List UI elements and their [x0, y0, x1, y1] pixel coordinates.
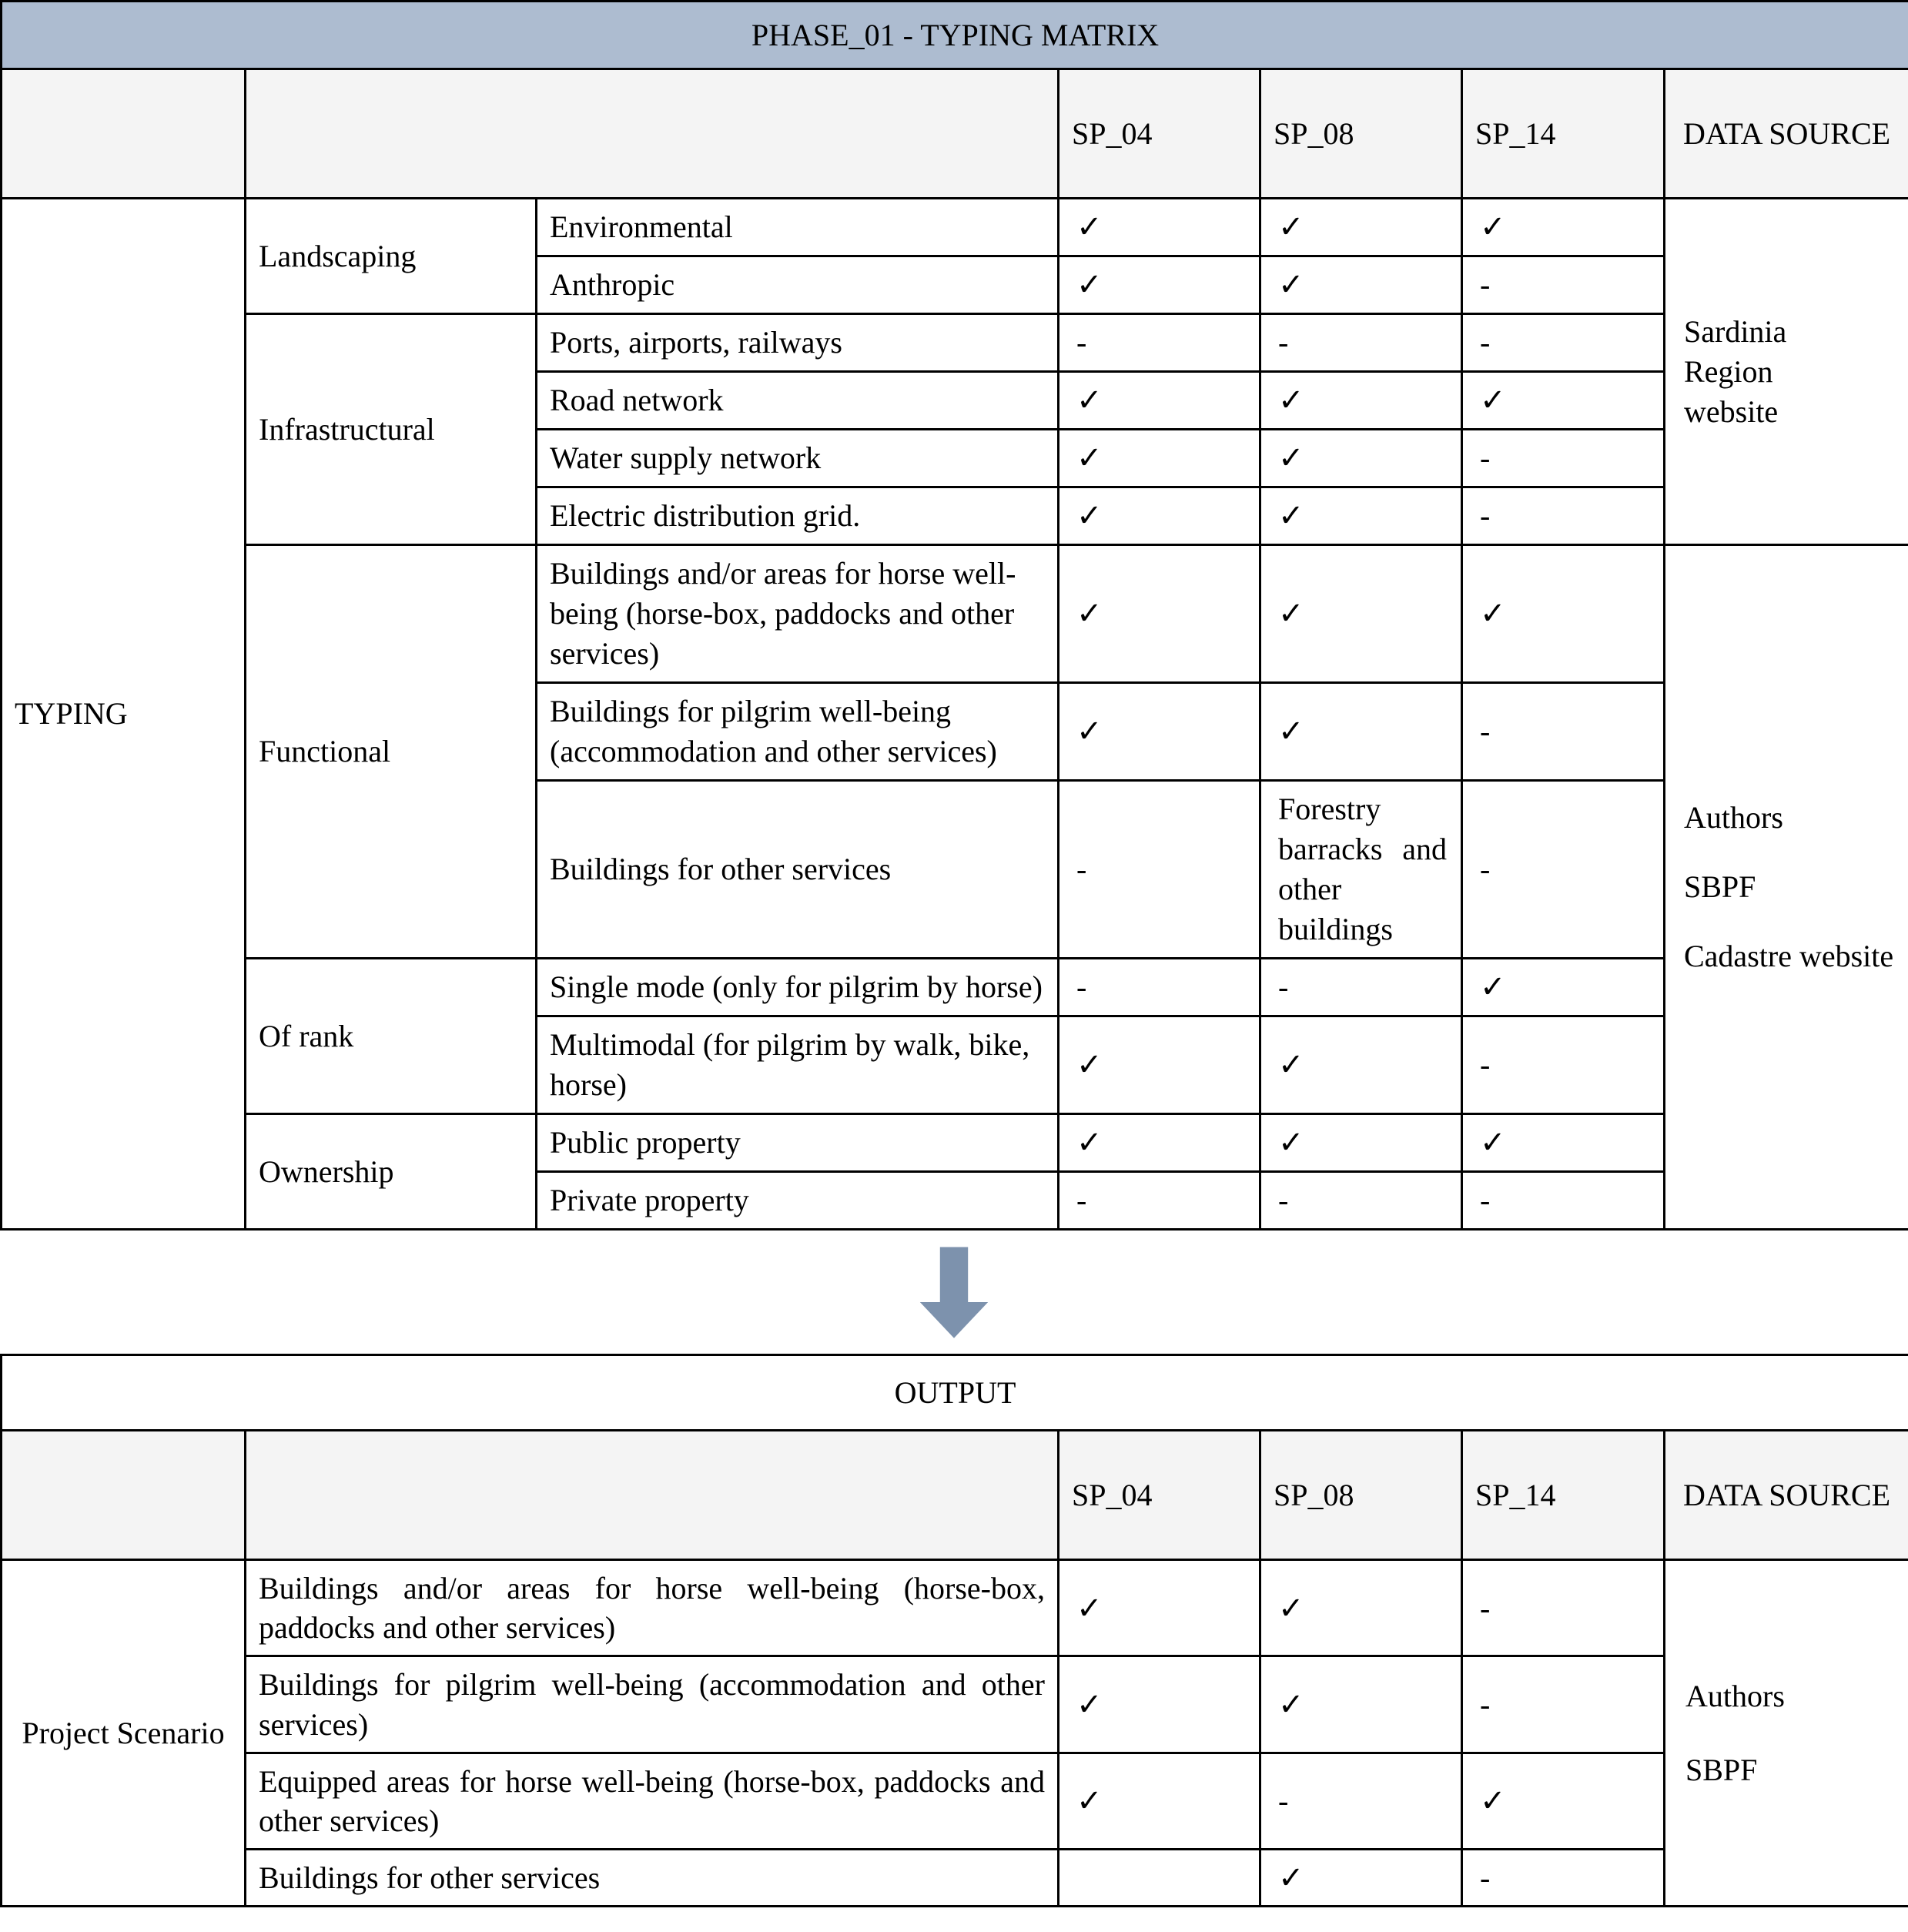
mark-sp14: ✓ [1462, 372, 1665, 430]
output-source-authors: Authors [1685, 1679, 1785, 1714]
mark-sp04: ✓ [1059, 199, 1260, 256]
mark-sp04: - [1059, 959, 1260, 1016]
table-row [2, 1114, 1908, 1172]
item-public-property: Public property [537, 1114, 1059, 1172]
item-buildings-other-services: Buildings for other services [537, 781, 1059, 959]
mark-sp04: ✓ [1059, 1114, 1260, 1172]
output-title: OUTPUT [2, 1355, 1908, 1431]
mark-sp14: ✓ [1462, 1114, 1665, 1172]
mark-sp14: - [1462, 314, 1665, 372]
output-item-buildings-horse-wellbeing: Buildings and/or areas for horse well-being (horse-box, paddocks and other services) [246, 1560, 1059, 1656]
mark-sp08: ✓ [1260, 545, 1462, 683]
output-header-sp04: SP_04 [1059, 1431, 1260, 1560]
mark-sp08: - [1260, 1172, 1462, 1230]
source-line-1: Sardinia [1684, 313, 1787, 349]
mark-sp04: - [1059, 314, 1260, 372]
mark-sp14: - [1462, 1850, 1665, 1907]
output-header-sp08: SP_08 [1260, 1431, 1462, 1560]
header-sp04: SP_04 [1059, 69, 1260, 199]
mark-sp14: - [1462, 1016, 1665, 1114]
flow-arrow-container [0, 1231, 1908, 1354]
mark-sp08: ✓ [1260, 683, 1462, 781]
table-row [2, 1656, 1908, 1753]
item-anthropic: Anthropic [537, 256, 1059, 314]
table-row [2, 545, 1908, 683]
mark-sp14: - [1462, 1560, 1665, 1656]
mark-sp08: - [1260, 314, 1462, 372]
table-row [2, 314, 1908, 372]
mark-sp08: ✓ [1260, 487, 1462, 545]
mark-sp08-forestry-barracks: Forestry barracks and other buildings [1260, 781, 1462, 959]
mark-sp14: - [1462, 1656, 1665, 1753]
mark-sp08: ✓ [1260, 1016, 1462, 1114]
source-line-authors: Authors [1684, 800, 1783, 835]
mark-sp04: - [1059, 781, 1260, 959]
output-header-blank-2 [246, 1431, 1059, 1560]
arrow-down-icon [904, 1242, 1004, 1342]
output-header-blank-1 [2, 1431, 246, 1560]
mark-sp08: ✓ [1260, 256, 1462, 314]
mark-sp04: ✓ [1059, 1016, 1260, 1114]
mark-sp08: ✓ [1260, 1114, 1462, 1172]
mark-sp08: ✓ [1260, 199, 1462, 256]
group-label-infrastructural: Infrastructural [246, 314, 537, 545]
output-source-sbpf: SBPF [1685, 1752, 1758, 1787]
header-blank-1 [2, 69, 246, 199]
data-source-authors-sbpf-cadastre [1665, 545, 1908, 1230]
output-item-buildings-pilgrim-wellbeing: Buildings for pilgrim well-being (accommodation and other services) [246, 1656, 1059, 1753]
mark-sp04: ✓ [1059, 372, 1260, 430]
table-row [2, 1753, 1908, 1849]
mark-sp08: - [1260, 959, 1462, 1016]
item-road-network: Road network [537, 372, 1059, 430]
output-header-data-source: DATA SOURCE [1665, 1431, 1908, 1560]
mark-sp14: ✓ [1462, 199, 1665, 256]
group-label-landscaping: Landscaping [246, 199, 537, 314]
mark-sp04: ✓ [1059, 430, 1260, 487]
table-row [2, 199, 1908, 256]
mark-sp08: - [1260, 1753, 1462, 1849]
source-line-2: Region [1684, 353, 1773, 389]
header-blank-2 [246, 69, 1059, 199]
mark-sp08: ✓ [1260, 372, 1462, 430]
source-line-3: website [1684, 393, 1779, 429]
item-buildings-horse-wellbeing: Buildings and/or areas for horse well-being (horse-box, paddocks and other services) [537, 545, 1059, 683]
item-multimodal: Multimodal (for pilgrim by walk, bike, horse) [537, 1016, 1059, 1114]
header-sp14: SP_14 [1462, 69, 1665, 199]
mark-sp04: ✓ [1059, 1656, 1260, 1753]
mark-sp08: ✓ [1260, 1850, 1462, 1907]
mark-sp04: ✓ [1059, 683, 1260, 781]
source-line-sbpf: SBPF [1684, 869, 1756, 904]
mark-sp14: - [1462, 781, 1665, 959]
item-ports-airports-railways: Ports, airports, railways [537, 314, 1059, 372]
mark-sp14: - [1462, 487, 1665, 545]
typing-root-label: TYPING [2, 199, 246, 1230]
output-header-sp14: SP_14 [1462, 1431, 1665, 1560]
mark-sp04: ✓ [1059, 487, 1260, 545]
item-buildings-pilgrim-wellbeing: Buildings for pilgrim well-being (accommodation and other services) [537, 683, 1059, 781]
output-item-buildings-other-services: Buildings for other services [246, 1850, 1059, 1907]
mark-sp14: - [1462, 1172, 1665, 1230]
table-row [2, 1560, 1908, 1656]
phase-title-row [2, 2, 1908, 69]
table-row [2, 1850, 1908, 1907]
output-item-equipped-areas-horse-wellbeing: Equipped areas for horse well-being (horse-box, paddocks and other services) [246, 1753, 1059, 1849]
mark-sp14: ✓ [1462, 959, 1665, 1016]
phase-title: PHASE_01 - TYPING MATRIX [2, 2, 1908, 69]
mark-sp04: ✓ [1059, 545, 1260, 683]
header-data-source: DATA SOURCE [1665, 69, 1908, 199]
item-electric-distribution-grid: Electric distribution grid. [537, 487, 1059, 545]
item-environmental: Environmental [537, 199, 1059, 256]
mark-sp14: - [1462, 256, 1665, 314]
item-water-supply-network: Water supply network [537, 430, 1059, 487]
mark-sp04: ✓ [1059, 1560, 1260, 1656]
mark-sp04: ✓ [1059, 256, 1260, 314]
table-row [2, 959, 1908, 1016]
source-line-cadastre-website: Cadastre website [1684, 939, 1894, 973]
item-private-property: Private property [537, 1172, 1059, 1230]
header-sp08: SP_08 [1260, 69, 1462, 199]
mark-sp04: - [1059, 1172, 1260, 1230]
mark-sp14: - [1462, 430, 1665, 487]
phase-column-header-row [2, 69, 1908, 199]
group-label-functional: Functional [246, 545, 537, 959]
mark-sp08: ✓ [1260, 430, 1462, 487]
mark-sp04: ✓ [1059, 1753, 1260, 1849]
mark-sp14: - [1462, 683, 1665, 781]
mark-sp14: ✓ [1462, 1753, 1665, 1849]
mark-sp08: ✓ [1260, 1560, 1462, 1656]
mark-sp04 [1059, 1850, 1260, 1907]
mark-sp14: ✓ [1462, 545, 1665, 683]
group-label-of-rank: Of rank [246, 959, 537, 1114]
output-table [0, 1354, 1908, 1907]
output-title-row [2, 1355, 1908, 1431]
item-single-mode: Single mode (only for pilgrim by horse) [537, 959, 1059, 1016]
output-data-source [1665, 1560, 1908, 1907]
output-column-header-row [2, 1431, 1908, 1560]
mark-sp08: ✓ [1260, 1656, 1462, 1753]
data-source-sardinia [1665, 199, 1908, 545]
group-label-ownership: Ownership [246, 1114, 537, 1230]
project-scenario-label: Project Scenario [2, 1560, 246, 1907]
